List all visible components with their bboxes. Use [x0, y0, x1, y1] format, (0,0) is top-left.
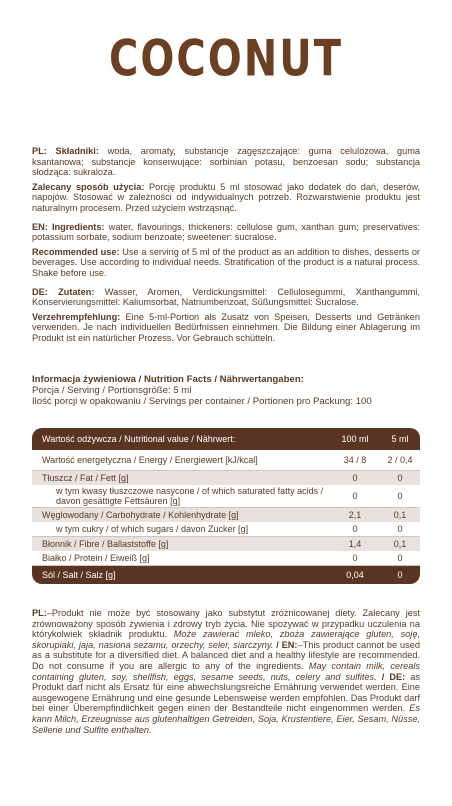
- pl-usage: [32, 182, 420, 214]
- row-value-100ml: 2,1: [330, 507, 380, 522]
- row-label: Wartość energetyczna / Energy / Energiewert [kJ/kcal]: [32, 450, 330, 470]
- footer-pl-allergens: Może zawierać mleko, zboża zawierające gluten, soję, skorupiaki, jaja, nasiona sezamu, orzechy, seler, siarczyny.: [32, 629, 420, 650]
- footer-en-allergens: May contain milk, cereals containing gluten, soy, shellfish, eggs, sesame seeds, nuts, celery and sulfites.: [32, 660, 420, 682]
- table-row: [32, 551, 420, 566]
- footer-pl-label: PL:: [32, 608, 47, 618]
- row-value-5ml: 2 / 0,4: [380, 450, 420, 470]
- en-usage-label: Recommended use:: [32, 246, 120, 257]
- table-row: [32, 485, 420, 508]
- row-value-5ml: 0,1: [380, 536, 420, 551]
- product-title: COCONUT: [109, 30, 343, 88]
- row-value-5ml: 0,1: [380, 507, 420, 522]
- row-label: Węglowodany / Carbohydrate / Kohlenhydrate [g]: [32, 507, 330, 522]
- table-row: [32, 507, 420, 522]
- ingredients-block: [32, 146, 420, 348]
- row-value-5ml: 0: [380, 522, 420, 537]
- pl-ingredients: [32, 146, 420, 178]
- row-label: Sól / Salt / Salz [g]: [32, 565, 330, 584]
- row-label: Białko / Protein / Eiweiß [g]: [32, 551, 330, 566]
- row-value-100ml: 34 / 8: [330, 450, 380, 470]
- en-usage-text: Use a serving of 5 ml of the product as an addition to dishes, desserts or beverages. Use according to individual needs. Stratification of the product is a natural process. Shake before use.: [32, 246, 420, 278]
- de-ingredients-text: Wasser, Aromen, Verdickungsmittel: Cellulosegummi, Xanthangummi, Konservierungsmittel: Kaliumsorbat, Natriumbenzoat, Süßungsmittel: Sucralose.: [32, 286, 420, 308]
- de-usage-label: Verzehrempfehlung:: [32, 311, 121, 322]
- footer-de-label: / DE:: [376, 671, 406, 682]
- nutrition-servings: Ilość porcji w opakowaniu / Servings per container / Portionen pro Packung: 100: [32, 396, 372, 408]
- row-value-100ml: 0: [330, 470, 380, 485]
- table-row: [32, 450, 420, 470]
- header-col-5ml: 5 ml: [380, 428, 420, 450]
- row-value-5ml: 0: [380, 470, 420, 485]
- en-usage: [32, 247, 420, 279]
- row-value-100ml: 1,4: [330, 536, 380, 551]
- row-label: w tym cukry / of which sugars / davon Zucker [g]: [32, 522, 330, 537]
- de-usage: [32, 312, 420, 344]
- de-usage-text: Eine 5-ml-Portion als Zusatz von Speisen, Desserts und Getränken verwenden. Je nach individuellen Bedürfnissen einnehmen. Die Bildung einer Ablagerung im Produkt ist ein natürlicher Prozess. Vor Gebrauch schütteln.: [32, 311, 420, 343]
- de-ingredients-label: DE: Zutaten:: [32, 286, 95, 297]
- footer-pl-text: –Produkt nie może być stosowany jako substytut zróżnicowanej diety. Zalecany jest zrównoważony sposób żywienia i zdrowy tryb życia. Nie spożywać w przypadku uczulenia na którykolwiek składnik produktu.: [32, 608, 420, 640]
- row-value-100ml: 0: [330, 522, 380, 537]
- nutrition-table-header: [32, 428, 420, 450]
- en-ingredients-label: EN: Ingredients:: [32, 221, 105, 232]
- row-value-100ml: 0,04: [330, 565, 380, 584]
- footer-de-text: as Produkt darf nicht als Ersatz für eine abwechslungsreiche Ernährung verwendet werden. Eine ausgewogene Ernährung und eine gesunde Lebensweise werden empfohlen. Das Produkt darf bei einer Überempfindlichkeit gegen einen der Bestandteile nicht eingenommen werden.: [32, 671, 420, 714]
- row-value-100ml: 0: [330, 485, 380, 508]
- header-col-100ml: 100 ml: [330, 428, 380, 450]
- table-row: [32, 470, 420, 485]
- row-label: Błonnik / Fibre / Ballaststoffe [g]: [32, 536, 330, 551]
- pl-usage-label: Zalecany sposób użycia:: [32, 181, 145, 192]
- row-label: Tłuszcz / Fat / Fett [g]: [32, 470, 330, 485]
- pl-usage-text: Porcję produktu 5 ml stosować jako dodatek do dań, deserów, napojów. Stosować w zależności od indywidualnych potrzeb. Rozwarstwienie produktu jest naturalnym procesem. Przed użyciem wstrząsnąć.: [32, 181, 420, 213]
- en-ingredients: [32, 222, 420, 243]
- nutrition-portion: Porcja / Serving / Portionsgröße: 5 ml: [32, 385, 192, 397]
- row-value-5ml: 0: [380, 565, 420, 584]
- nutrition-heading: Informacja żywieniowa / Nutrition Facts / Nährwertangaben:: [32, 374, 304, 385]
- row-value-5ml: 0: [380, 485, 420, 508]
- table-row: [32, 565, 420, 584]
- footer-de-allergens: Es kann Milch, Erzeugnisse aus glutenhaltigen Getreiden, Soja, Krustentiere, Eier, Sesam, Nüsse, Sellerie und Sulfite enthalten.: [32, 703, 420, 735]
- de-ingredients: [32, 287, 420, 308]
- row-value-100ml: 0: [330, 551, 380, 566]
- disclaimer-block: [32, 608, 420, 735]
- footer-en-label: / EN:: [273, 639, 298, 650]
- row-value-5ml: 0: [380, 551, 420, 566]
- table-row: [32, 536, 420, 551]
- header-label: Wartość odżywcza / Nutritional value / Nährwert:: [32, 428, 330, 450]
- row-label: w tym kwasy tłuszczowe nasycone / of which saturated fatty acids / davon gesättigte Fettsäuren [g]: [32, 485, 330, 508]
- footer-en-text: –This product cannot be used as a substitute for a diversified diet. A balanced diet and a healthy lifestyle are recommended. Do not consume if you are allergic to any of the ingredients.: [32, 639, 420, 671]
- nutrition-table: [32, 428, 420, 584]
- en-ingredients-text: water, flavourings, thickeners: cellulose gum, xanthan gum; preservatives: potassium sorbate, sodium benzoate; sweetener: sucralose.: [32, 221, 421, 243]
- pl-ingredients-label: PL: Składniki:: [32, 146, 99, 156]
- nutrition-heading-block: [32, 374, 432, 408]
- table-row: [32, 522, 420, 537]
- pl-ingredients-text: woda, aromaty, substancje zagęszczające: guma celulozowa, guma ksantanowa; substancje konserwujące: sorbinian potasu, benzoesan sodu; substancja słodząca: sukraloza.: [32, 146, 420, 178]
